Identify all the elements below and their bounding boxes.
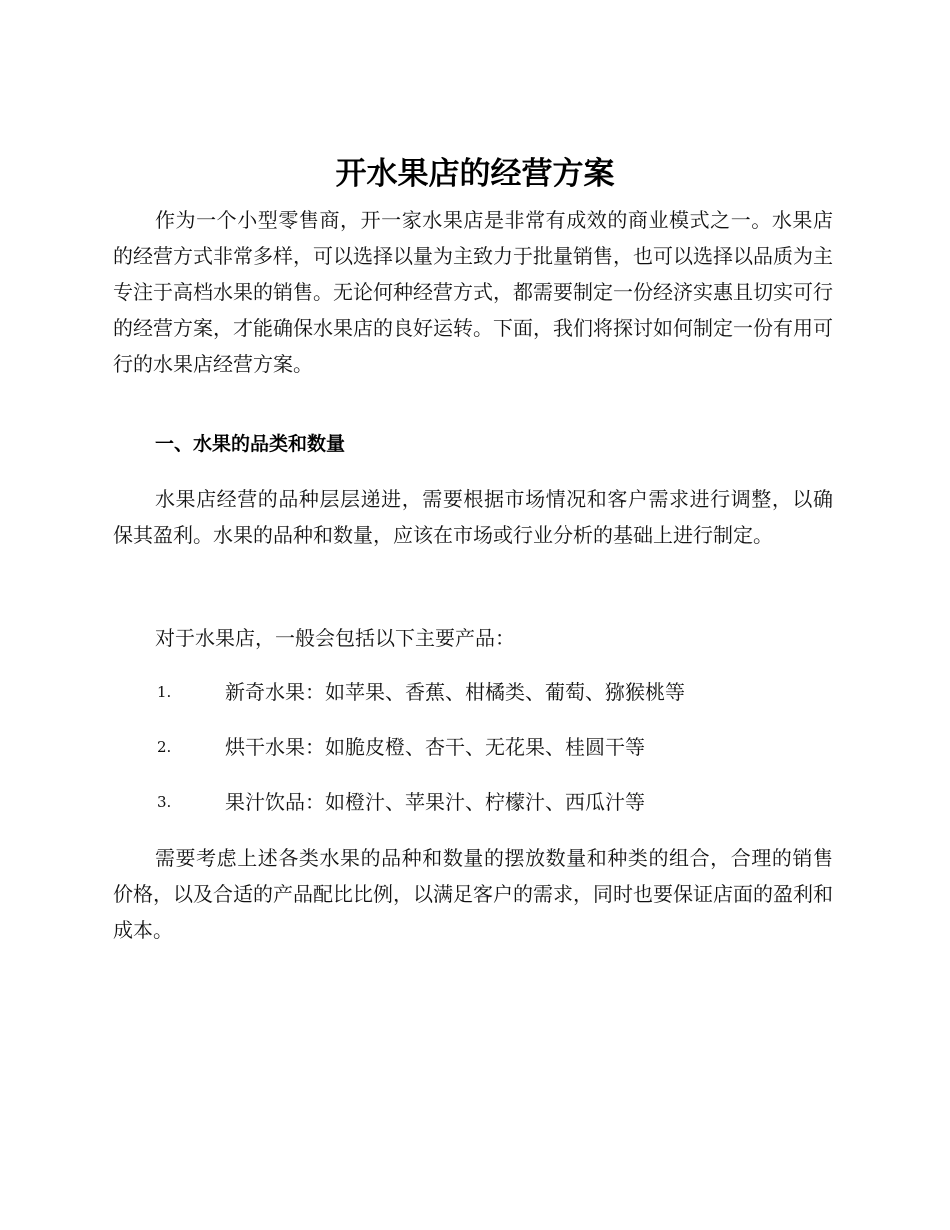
closing-paragraph: 需要考虑上述各类水果的品种和数量的摆放数量和种类的组合，合理的销售价格，以及合适的产品配比比例，以满足客户的需求，同时也要保证店面的盈利和成本。 (113, 846, 833, 942)
document-title: 开水果店的经营方案 (335, 156, 615, 192)
list-item-number: 3. (157, 793, 172, 811)
list-intro-paragraph: 对于水果店，一般会包括以下主要产品： (155, 626, 515, 650)
section-paragraph: 水果店经营的品种层层递进，需要根据市场情况和客户需求进行调整，以确保其盈利。水果的品种和数量，应该在市场或行业分析的基础上进行制定。 (113, 487, 833, 547)
list-item-number: 1. (157, 683, 172, 701)
list-item-number: 2. (157, 738, 172, 756)
intro-paragraph: 作为一个小型零售商，开一家水果店是非常有成效的商业模式之一。水果店的经营方式非常多样，可以选择以量为主致力于批量销售，也可以选择以品质为主专注于高档水果的销售。无论何种经营方式，都需要制定一份经济实惠且切实可行的经营方案，才能确保水果店的良好运转。下面，我们将探讨如何制定一份有用可行的水果店经营方案。 (113, 208, 833, 376)
list-item-text: 烘干水果：如脆皮橙、杏干、无花果、桂圆干等 (225, 735, 645, 759)
section-heading: 一、水果的品类和数量 (155, 433, 346, 455)
list-item-text: 果汁饮品：如橙汁、苹果汁、柠檬汁、西瓜汁等 (225, 790, 645, 814)
list-item-text: 新奇水果：如苹果、香蕉、柑橘类、葡萄、猕猴桃等 (225, 680, 685, 704)
